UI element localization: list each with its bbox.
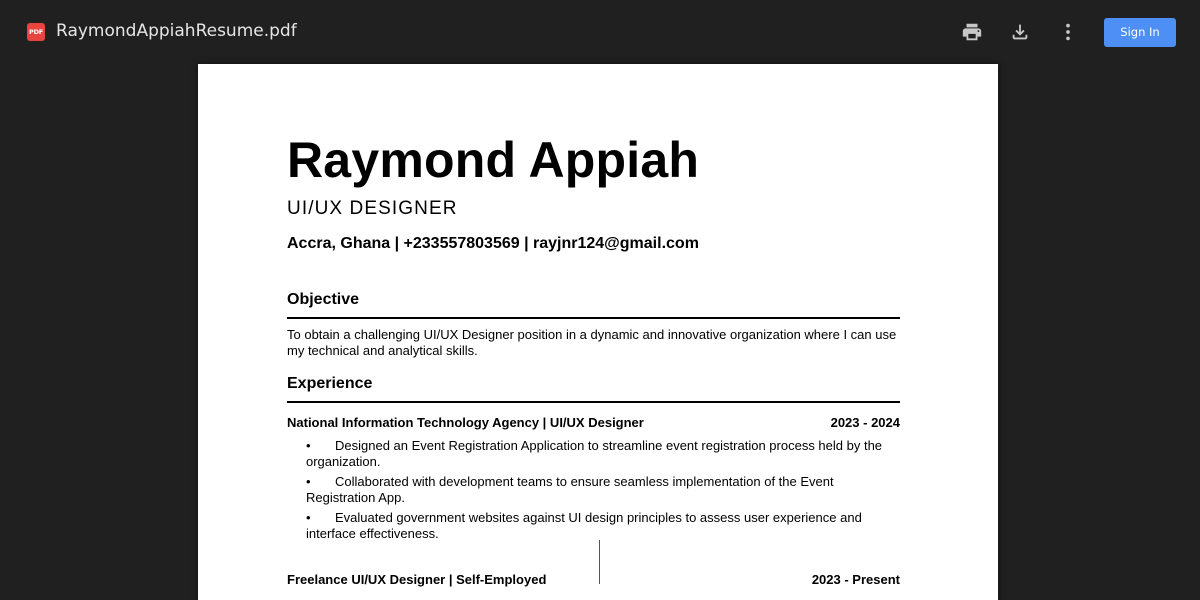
job-title: National Information Technology Agency | UI/UX Designer bbox=[287, 415, 644, 430]
job-header bbox=[287, 572, 900, 588]
resume-role: UI/UX DESIGNER bbox=[287, 198, 458, 219]
download-icon[interactable] bbox=[1006, 18, 1034, 46]
job-dates: 2023 - Present bbox=[811, 572, 900, 587]
resume-contact: Accra, Ghana | +233557803569 | rayjnr124@gmail.com bbox=[287, 235, 699, 252]
sign-in-button[interactable]: Sign In bbox=[1104, 18, 1176, 47]
viewer-toolbar bbox=[0, 0, 1200, 64]
print-icon[interactable] bbox=[958, 18, 986, 46]
document-page bbox=[198, 64, 998, 600]
more-vert-icon[interactable] bbox=[1054, 18, 1082, 46]
list-item: • Collaborated with development teams to ensure seamless implementation of the Event Registration App. bbox=[306, 474, 834, 505]
objective-heading: Objective bbox=[287, 291, 360, 308]
resume-name: Raymond Appiah bbox=[287, 132, 700, 188]
objective-text: To obtain a challenging UI/UX Designer position in a dynamic and innovative organization where I can use my technical and analytical skills. bbox=[287, 327, 897, 358]
list-item: • Evaluated government websites against UI design principles to assess user experience and interface effectiveness. bbox=[306, 510, 862, 541]
experience-heading: Experience bbox=[287, 375, 373, 392]
file-name: RaymondAppiahResume.pdf bbox=[56, 21, 297, 41]
list-item: • Designed an Event Registration Application to streamline event registration process held by the organization. bbox=[306, 438, 883, 469]
section-divider bbox=[287, 401, 900, 403]
pdf-file-icon: PDF bbox=[27, 23, 45, 41]
job-header bbox=[287, 415, 900, 431]
job-title: Freelance UI/UX Designer | Self-Employed bbox=[287, 572, 547, 587]
job-dates: 2023 - 2024 bbox=[830, 415, 900, 430]
section-divider bbox=[287, 317, 900, 319]
job-bullets bbox=[306, 438, 906, 546]
